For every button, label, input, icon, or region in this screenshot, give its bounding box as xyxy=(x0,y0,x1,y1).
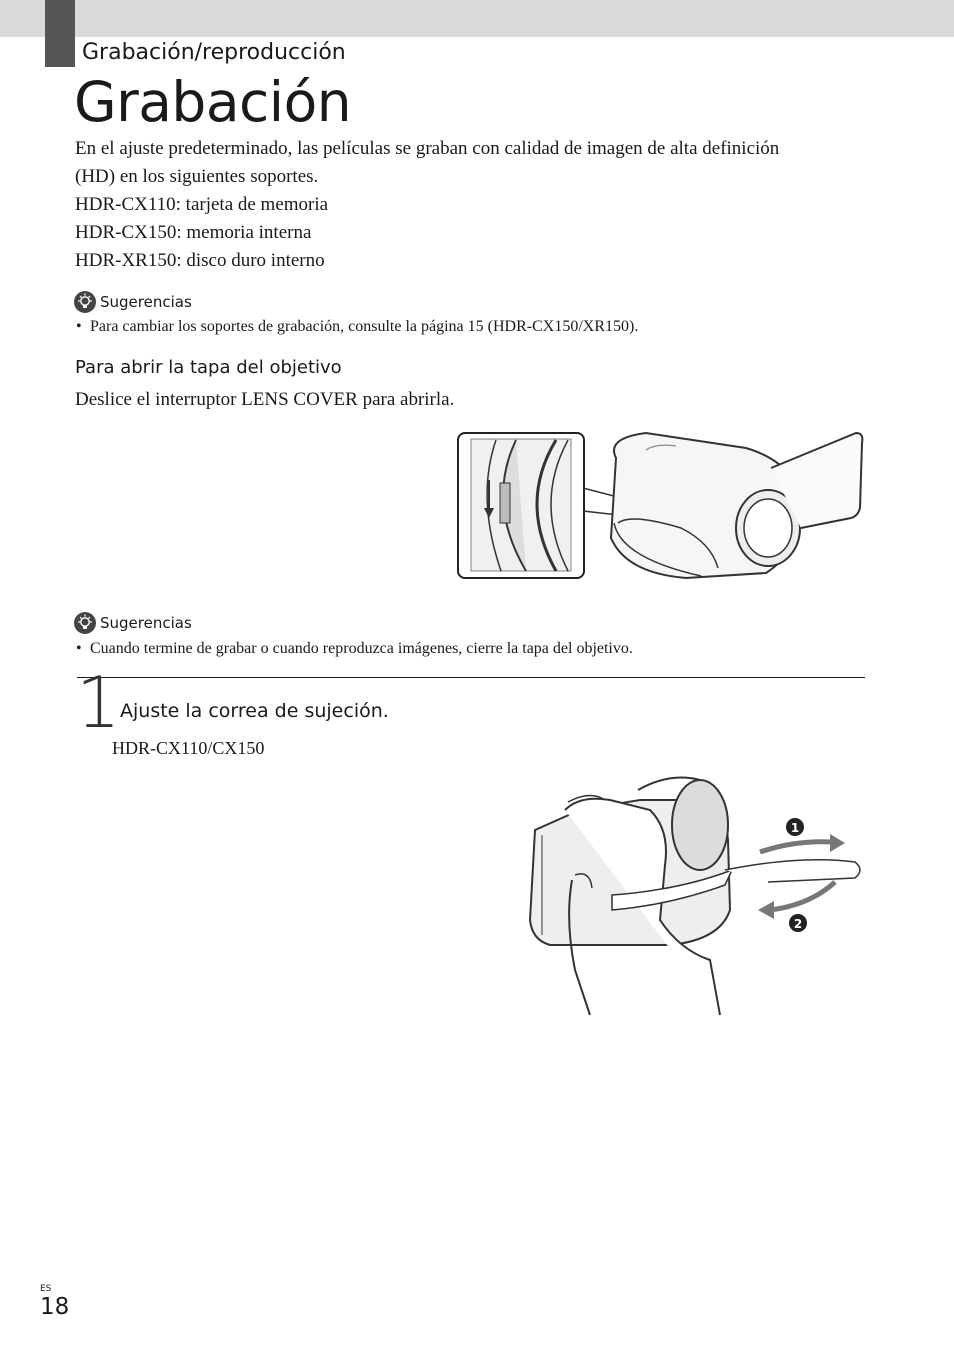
section-tab-marker xyxy=(45,0,75,67)
step-title: Ajuste la correa de sujeción. xyxy=(120,700,389,722)
bullet: • xyxy=(76,318,82,335)
intro-line: (HD) en los siguientes soportes. xyxy=(75,166,319,187)
section-label: Grabación/reproducción xyxy=(82,40,346,65)
header-bar xyxy=(0,0,954,37)
lens-cover-heading: Para abrir la tapa del objetivo xyxy=(75,357,342,378)
callout-1 xyxy=(786,818,804,836)
lightbulb-icon xyxy=(74,612,96,634)
language-code: ES xyxy=(40,1284,52,1294)
step-divider xyxy=(77,677,865,678)
page-title: Grabación xyxy=(74,70,352,134)
tip-heading xyxy=(74,612,192,634)
tip-heading xyxy=(74,291,192,313)
media-item: HDR-CX110: tarjeta de memoria xyxy=(75,194,329,215)
tip-text: Para cambiar los soportes de grabación, consulte la página 15 (HDR-CX150/XR150). xyxy=(90,318,639,335)
grip-belt-illustration xyxy=(520,770,870,1020)
lightbulb-icon xyxy=(74,291,96,313)
callout-1-label: 1 xyxy=(790,821,800,835)
tip-text: Cuando termine de grabar o cuando reproduzca imágenes, cierre la tapa del objetivo. xyxy=(90,640,633,657)
intro-text xyxy=(75,135,875,275)
callout-2 xyxy=(789,914,807,932)
tip-heading-label: Sugerencias xyxy=(100,293,192,311)
model-label: HDR-CX110/CX150 xyxy=(112,738,265,758)
bullet: • xyxy=(76,640,82,657)
lens-cover-instruction: Deslice el interruptor LENS COVER para abrirla. xyxy=(75,389,455,410)
page-number: 18 xyxy=(40,1294,70,1320)
step-number: 1 xyxy=(76,662,121,744)
lens-cover-illustration xyxy=(456,428,866,586)
callout-2-label: 2 xyxy=(793,917,803,931)
media-item: HDR-CX150: memoria interna xyxy=(75,222,312,243)
intro-line: En el ajuste predeterminado, las películas se graban con calidad de imagen de alta definición xyxy=(75,138,780,159)
tip-item xyxy=(76,317,638,337)
tip-heading-label: Sugerencias xyxy=(100,614,192,632)
media-item: HDR-XR150: disco duro interno xyxy=(75,250,325,271)
tip-item xyxy=(76,639,633,659)
